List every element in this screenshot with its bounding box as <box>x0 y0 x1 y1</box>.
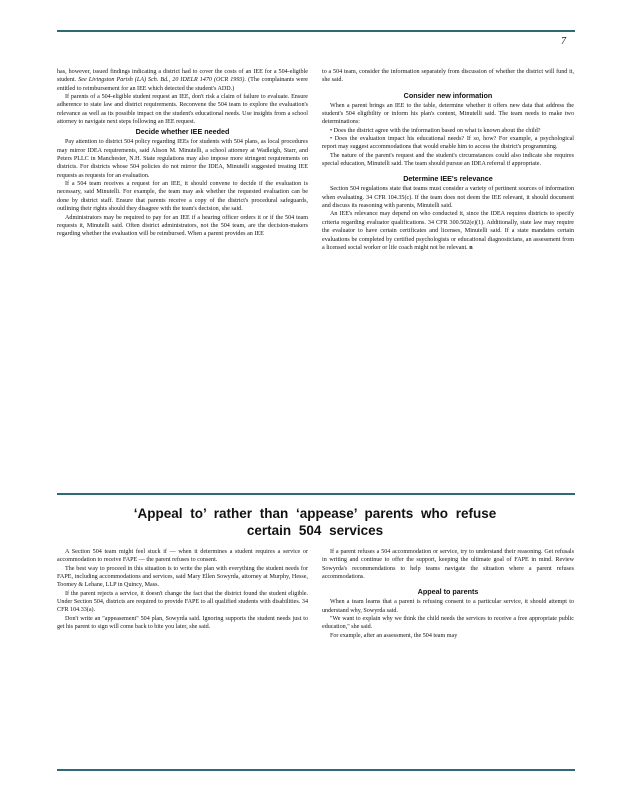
headline-line-2: certain 504 services <box>246 523 384 538</box>
paragraph: If the parent rejects a service, it doesn't change the fact that the district found the student eligible. Under Section 504, districts are required to provide FAPE to all qualified students with disabilities. 34 CFR 104.33(a). <box>57 590 308 614</box>
section-heading: Decide whether IEE needed <box>135 127 230 137</box>
bullet-item: • Does the evaluation impact his educational needs? If so, how? For example, a psychological report may suggest accommodations that would enable him to access the district's programming. <box>322 136 574 151</box>
bottom-rule <box>57 769 575 771</box>
citation: See Livingston Parish (LA) Sch. Bd., 20 IDELR 1470 (OCR 1993). <box>78 77 246 84</box>
page-number: 7 <box>561 36 566 47</box>
paragraph: The nature of the parent's request and the student's circumstances could also indicate she requires special education, Minutelli said. The team should pursue an IDEA referral if appropriate. <box>322 152 574 168</box>
paragraph: For example, after an assessment, the 504 team may <box>330 632 458 639</box>
paragraph: If a parent refuses a 504 accommodation or service, try to understand their reasoning. Get refusals in writing and continue to offer the support, keeping the ultimate goal of FAPE in mind. Review Sowyrda's recommendations to help teams navigate the situation where a parent refuses accommodations. <box>322 549 574 581</box>
top-rule <box>57 30 575 32</box>
section-heading: Determine IEE's relevance <box>403 174 493 184</box>
paragraph: If parents of a 504-eligible student request an IEE, don't risk a claim of failure to evaluate. Ensure adherence to state law and district requirements. Reconvene the 504 team to explore the evaluation's relevance as well as its possible impact on the student's educational needs. Use insights from a school attorney to navigate next steps following an IEE request. <box>57 94 308 126</box>
paragraph: to a 504 team, consider the information separately from discussion of whether the district will fund it, she said. <box>322 69 574 84</box>
paragraph: The best way to proceed in this situation is to write the plan with everything the student needs for FAPE, including accommodations and services, said Mary Ellen Sowyrda, attorney at Murphy, Hesse, Toomey & Lehane, LLP in Quincy, Mass. <box>57 565 308 589</box>
article-headline <box>55 505 575 539</box>
section-heading: Appeal to parents <box>417 587 479 597</box>
paragraph: If a 504 team receives a request for an IEE, it should convene to decide if the evaluation is necessary, said Minutelli. For example, the team may ask whether the requested evaluation can be done by district staff. Ensure that parents receive a copy of the district's procedural safeguards, outlining their rights should they disagree with the team's decision, she said. <box>57 181 308 213</box>
end-mark: n <box>469 244 473 251</box>
upper-left-column <box>57 68 308 239</box>
headline-line-1: ‘Appeal to’ rather than ‘appease’ parents who refuse <box>133 506 497 521</box>
paragraph: When a parent brings an IEE to the table, determine whether it offers new data that address the student's 504 eligibility or inform his plan's content, Minutelli said. The team needs to make two determinations: <box>322 102 574 126</box>
section-divider <box>57 493 575 495</box>
paragraph: An IEE's relevance may depend on who conducted it, since the IDEA requires districts to specify criteria regarding evaluator qualifications. 34 CFR 300.502(e)(1). Additionally, state law may require the evaluator to have certain certificates and licenses, Minutelli said. If a state mandates certain evaluations be completed by certified psychologists or educational diagnosticians, an assessment from a licensed social worker or life coach might not be relevant. n <box>322 211 574 251</box>
paragraph: Don't write an "appeasement" 504 plan, Sowyrda said. Ignoring supports the student needs just to get his parent to sign will come back to bite you later, she said. <box>57 615 308 631</box>
lower-left-column <box>57 548 308 631</box>
lower-right-column <box>322 548 574 640</box>
paragraph: has, however, issued findings indicating a district had to cover the costs of an IEE for a 504-eligible student. See Livingston Parish (LA) Sch. Bd., 20 IDELR 1470 (OCR 1993). (The complainants were entitled to reimbursement for an IEE which detected the student's ADD.) <box>57 69 309 92</box>
bullet-item: • Does the district agree with the information based on what is known about the child? <box>330 127 541 134</box>
paragraph: When a team learns that a parent is refusing consent to a particular service, it should attempt to understand why, Sowyrda said. <box>322 599 574 614</box>
upper-right-column <box>322 68 574 252</box>
paragraph: A Section 504 team might feel stuck if — when it determines a student requires a service or accommodation to receive FAPE — the parent refuses to consent. <box>57 549 308 564</box>
paragraph: "We want to explain why we think the child needs the services to receive a free appropriate public education," she said. <box>322 616 574 631</box>
paragraph: Administrators may be required to pay for an IEE if a hearing officer orders it or if the 504 team requests it, Minutelli said. Often district administrators, not the 504 team, are the decision-makers regarding whether the evaluation will be reimbursed. When a parent provides an IEE <box>57 214 308 238</box>
paragraph: Pay attention to district 504 policy regarding IEEs for students with 504 plans, as local procedures may mirror IDEA requirements, said Alison M. Minutelli, a school attorney at Wadleigh, Starr, and Peters PLLC in Manchester, N.H. State regulations may also impose more stringent requirements on districts. For districts whose 504 policies do not mirror the IDEA, Minutelli suggested treating IEE requests as requests for an evaluation. <box>57 139 308 179</box>
section-heading: Consider new information <box>403 90 493 100</box>
paragraph: Section 504 regulations state that teams must consider a variety of pertinent sources of information when evaluating. 34 CFR 104.35(c). If the team does not deem the IEE relevant, it should document and discuss its reasoning with parents, Minutelli said. <box>322 186 574 210</box>
